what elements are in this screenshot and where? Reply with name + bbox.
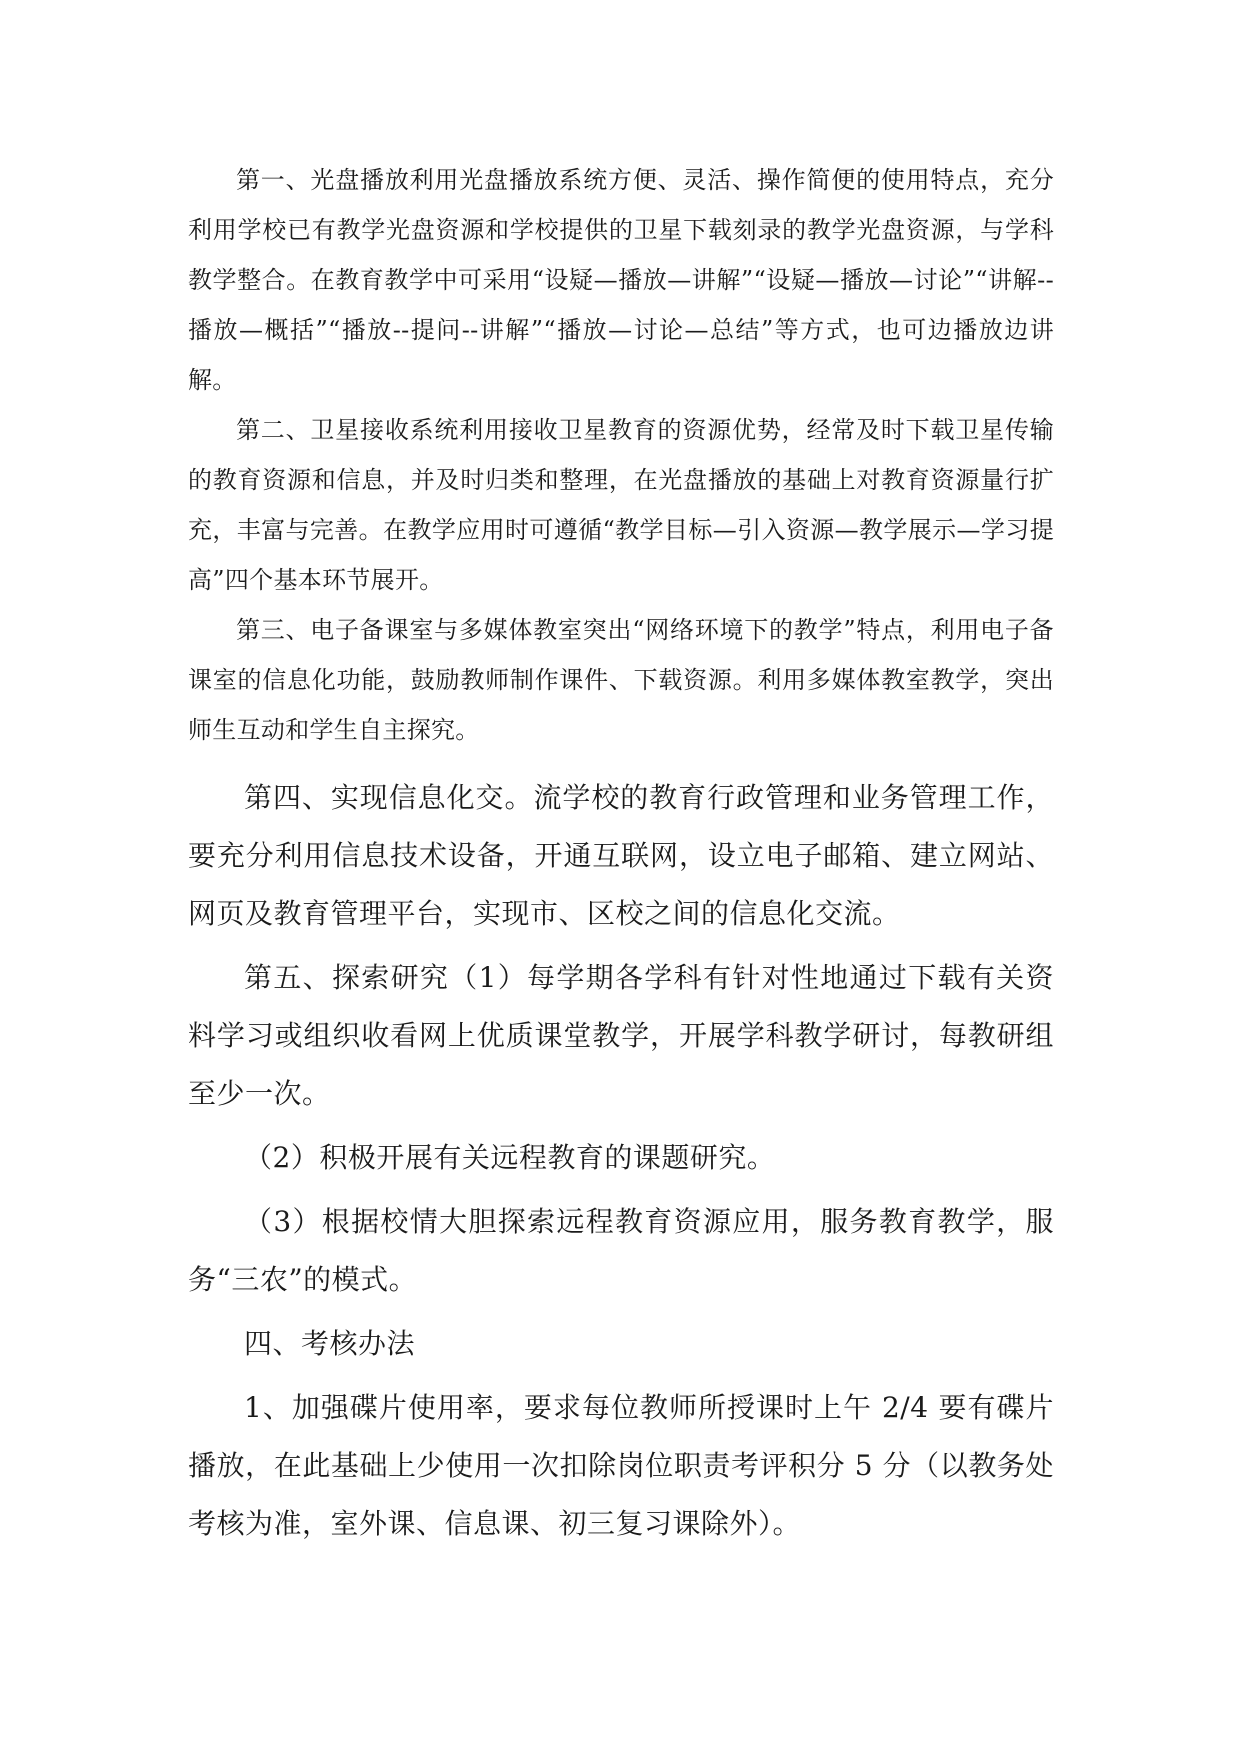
paragraph-electronic-lesson-prep: 第三、电子备课室与多媒体教室突出“网络环境下的教学”特点，利用电子备课室的信息化功能，鼓励教师制作课件、下载资源。利用多媒体教室教学，突出师生互动和学生自主探究。	[188, 616, 1054, 744]
paragraph-informatization: 第四、实现信息化交。流学校的教育行政管理和业务管理工作，要充分利用信息技术设备，开通互联网，设立电子邮箱、建立网站、网页及教育管理平台，实现市、区校之间的信息化交流。	[188, 781, 1054, 930]
document-page	[188, 155, 1054, 1553]
paragraph-research-topic: （2）积极开展有关远程教育的课题研究。	[244, 1141, 776, 1174]
paragraph-disc-usage-rate: 1、加强碟片使用率，要求每位教师所授课时上午 2/4 要有碟片播放，在此基础上少使用一次扣除岗位职责考评积分 5 分（以教务处考核为准，室外课、信息课、初三复习课除外）。	[188, 1391, 1054, 1540]
section-heading-assessment: 四、考核办法	[244, 1327, 416, 1360]
paragraph-resource-application: （3）根据校情大胆探索远程教育资源应用，服务教育教学，服务“三农”的模式。	[188, 1205, 1054, 1296]
paragraph-satellite-receiving: 第二、卫星接收系统利用接收卫星教育的资源优势，经常及时下载卫星传输的教育资源和信息，并及时归类和整理，在光盘播放的基础上对教育资源量行扩充，丰富与完善。在教学应用时可遵循“教学目标—引入资源—教学展示—学习提高”四个基本环节展开。	[188, 416, 1054, 594]
paragraph-exploration-research: 第五、探索研究（1）每学期各学科有针对性地通过下载有关资料学习或组织收看网上优质课堂教学，开展学科教学研讨，每教研组至少一次。	[188, 961, 1054, 1110]
paragraph-disc-playback: 第一、光盘播放利用光盘播放系统方便、灵活、操作简便的使用特点，充分利用学校已有教学光盘资源和学校提供的卫星下载刻录的教学光盘资源，与学科教学整合。在教育教学中可采用“设疑—播放—讲解”“设疑—播放—讨论”“讲解--播放—概括”“播放--提问--讲解”“播放—讨论—总结”等方式，也可边播放边讲解。	[188, 166, 1054, 394]
spacer	[188, 755, 1054, 769]
